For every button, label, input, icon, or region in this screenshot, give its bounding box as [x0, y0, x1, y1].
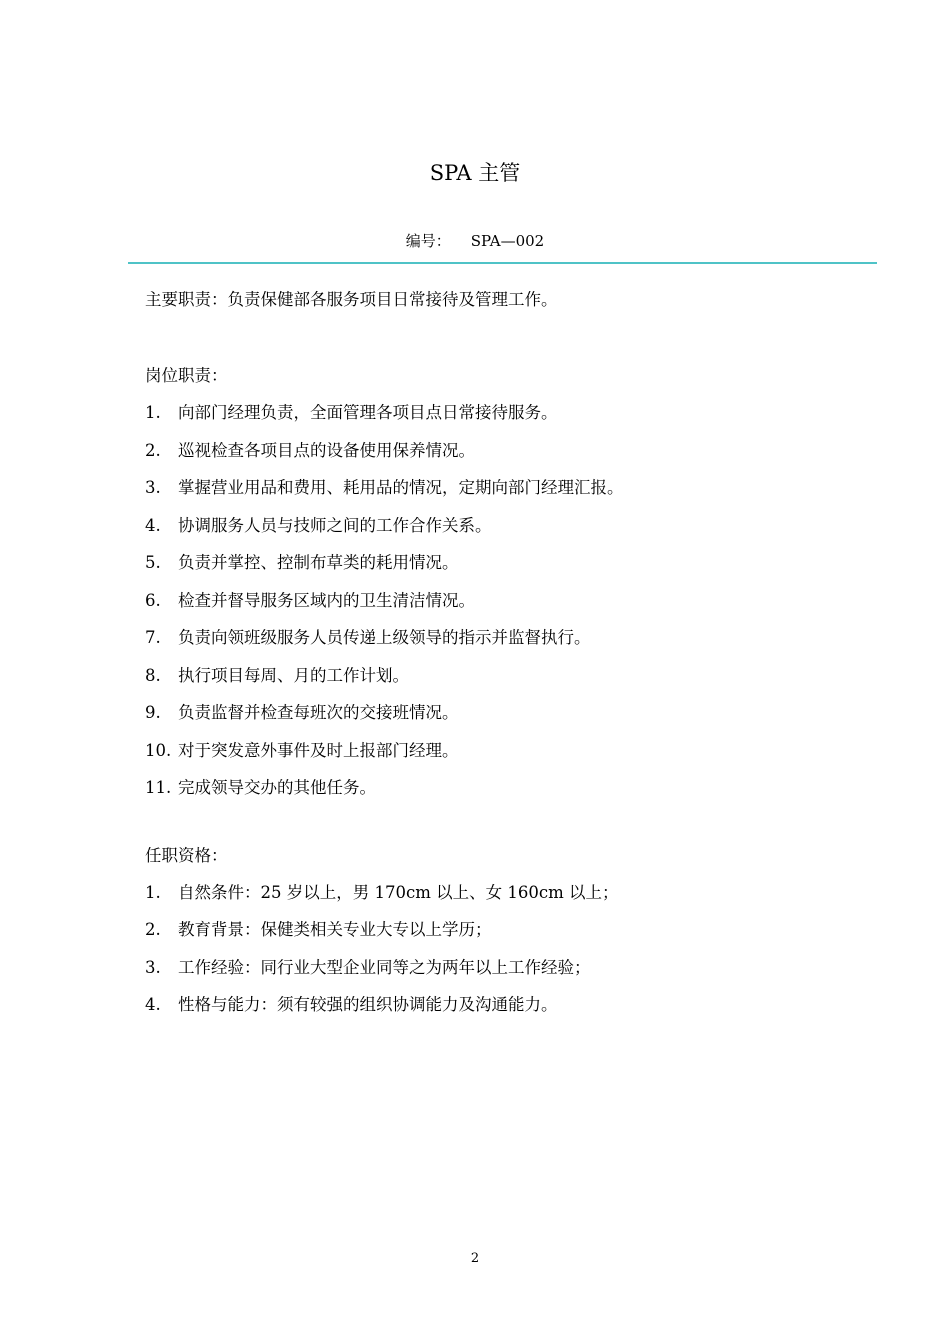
- list-item-text: 负责监督并检查每班次的交接班情况。: [178, 703, 459, 722]
- list-item-number: 5.: [145, 553, 161, 572]
- list-item-number: 7.: [145, 628, 161, 647]
- list-item-number: 11.: [145, 778, 172, 797]
- list-item-text: 工作经验：同行业大型企业同等之为两年以上工作经验；: [178, 957, 591, 977]
- list-item: [145, 916, 845, 954]
- list-item-text: 掌握营业用品和费用、耗用品的情况，定期向部门经理汇报。: [178, 478, 624, 497]
- document-code-label: 编号：: [405, 232, 451, 250]
- list-item-number: 3.: [145, 957, 161, 977]
- list-item-text: 负责向领班级服务人员传递上级领导的指示并监督执行。: [178, 628, 591, 647]
- list-item: [145, 624, 845, 662]
- list-item-text: 执行项目每周、月的工作计划。: [178, 665, 409, 685]
- header-divider: [128, 262, 877, 264]
- list-item: [145, 474, 845, 512]
- qualifications-heading: 任职资格：: [145, 845, 228, 865]
- document-body: [145, 286, 845, 1029]
- list-item: [145, 774, 845, 812]
- list-item-number: 4.: [145, 995, 161, 1014]
- main-duty-paragraph: 主要职责：负责保健部各服务项目日常接待及管理工作。: [145, 290, 558, 309]
- list-item-number: 1.: [145, 403, 161, 422]
- document-code-value: SPA—002: [470, 232, 545, 250]
- list-item: [145, 699, 845, 737]
- list-item: [145, 737, 845, 775]
- list-item-text: 负责并掌控、控制布草类的耗用情况。: [178, 553, 459, 572]
- page-number: 2: [470, 1251, 480, 1266]
- list-item-number: 10.: [145, 740, 172, 760]
- list-item-number: 6.: [145, 590, 161, 610]
- list-item: [145, 879, 845, 917]
- list-item-text: 对于突发意外事件及时上报部门经理。: [178, 740, 459, 760]
- list-item-number: 1.: [145, 882, 161, 902]
- list-item-number: 8.: [145, 665, 161, 685]
- list-item: [145, 991, 845, 1029]
- list-item-number: 2.: [145, 920, 161, 939]
- list-item-text: 巡视检查各项目点的设备使用保养情况。: [178, 440, 475, 460]
- qualifications-list: [145, 879, 845, 1029]
- list-item-text: 完成领导交办的其他任务。: [178, 778, 376, 797]
- list-item-number: 9.: [145, 703, 161, 722]
- list-item: [145, 437, 845, 475]
- list-item-text: 性格与能力：须有较强的组织协调能力及沟通能力。: [178, 995, 558, 1014]
- list-item-text: 自然条件：25 岁以上，男 170cm 以上、女 160cm 以上；: [178, 882, 619, 902]
- duties-list: [145, 399, 845, 812]
- list-item-number: 3.: [145, 478, 161, 497]
- duties-heading: 岗位职责：: [145, 366, 228, 385]
- document-title: SPA 主管: [429, 161, 521, 185]
- list-item: [145, 954, 845, 992]
- list-item-number: 4.: [145, 515, 161, 535]
- list-item-text: 向部门经理负责，全面管理各项目点日常接待服务。: [178, 403, 558, 422]
- list-item-text: 教育背景：保健类相关专业大专以上学历；: [178, 920, 492, 939]
- list-item: [145, 512, 845, 550]
- list-item: [145, 662, 845, 700]
- list-item-text: 协调服务人员与技师之间的工作合作关系。: [178, 515, 492, 535]
- list-item-text: 检查并督导服务区域内的卫生清洁情况。: [178, 590, 475, 610]
- list-item: [145, 399, 845, 437]
- list-item: [145, 587, 845, 625]
- document-code: [0, 230, 950, 252]
- list-item: [145, 549, 845, 587]
- list-item-number: 2.: [145, 440, 161, 460]
